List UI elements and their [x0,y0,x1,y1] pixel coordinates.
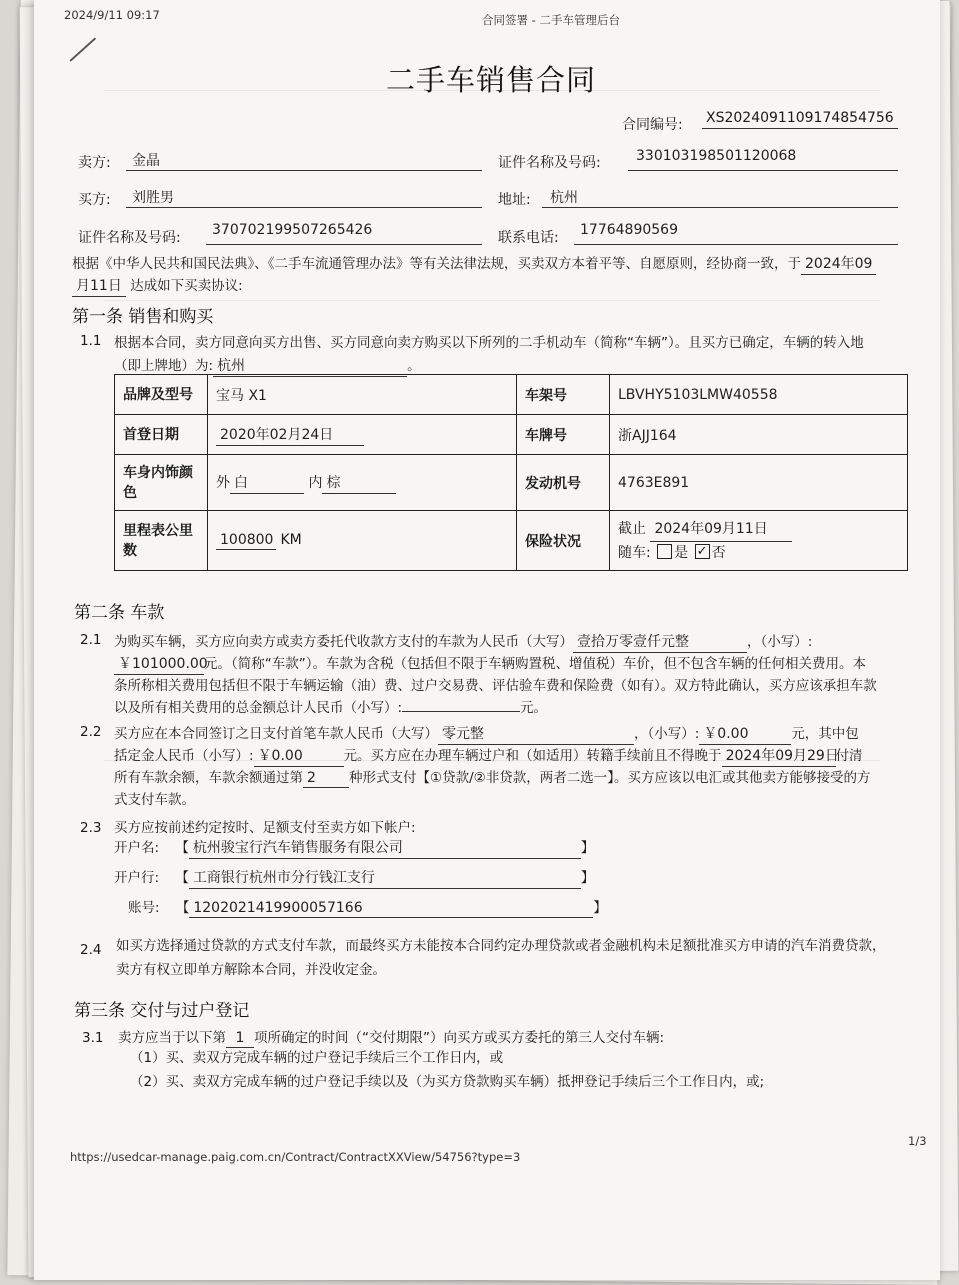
vin-value: LBVHY5103LMW40558 [610,375,908,415]
seller-name: 金晶 [132,153,160,169]
price-in-words: 壹拾万零壹仟元整 [573,631,747,653]
clause-3-1-option-2: （2）买、卖双方完成车辆的过户登记手续以及（为买方贷款购买车辆）抵押登记手续后三个工作日内，或; [130,1074,765,1090]
delivery-item-number: 1 [226,1030,254,1048]
print-timestamp: 2024/9/11 09:17 [64,8,160,22]
clause-2-1-line-3: 条所称相关费用包括但不限于车辆运输（油）费、过户交易费、评估验车费和保险费（如有）。双方特此确认，买方应该承担车款 [114,678,877,694]
seller-id: 330103198501120068 [636,148,797,164]
buyer-label: 买方: [78,192,111,208]
first-reg-value: 2020年02月24日 [208,415,517,455]
clause-2-1-line-2: ￥101000.00元。（简称“车款”）。车款为含税（包括但不限于车辆购置税、增值税）车价，但不包含车辆的任何相关费用。本 [114,652,866,675]
buyer-id: 370702199507265426 [212,222,373,238]
account-number-row: 账号: 【 1202021419900057166 】 [128,900,607,916]
clause-2-2-line-4: 式支付车款。 [114,792,195,808]
vin-label: 车架号 [517,375,610,415]
insurance-no-checkbox [695,544,710,559]
contract-title: 二手车销售合同 [386,63,597,97]
buyer-address: 杭州 [550,190,578,206]
clause-2-4-line-1: 如买方选择通过贷款的方式支付车款，而最终买方未能按本合同约定办理贷款或者金融机构未足额批准买方申请的汽车消费贷款， [116,938,886,954]
color-label: 车身内饰颜色 [115,455,208,511]
insurance-value: 截止 2024年09月11日 随车: 是 ✓ 否 [610,511,908,571]
clause-2-1-line-4: 以及所有相关费用的总金额总计人民币（小写）: 元。 [114,696,547,716]
engine-value: 4763E891 [610,455,908,511]
registration-location: 杭州 [213,355,407,377]
deposit-amount: ￥0.00 [254,745,344,767]
clause-3-1-text: 卖方应当于以下第 1 项所确定的时间（“交付期限”）向买方或买方委托的第三人交付车辆: [118,1030,665,1046]
clause-2-2-line-2: 括定金人民币（小写）: ￥0.00 元。买方应在办理车辆过户和（如适用）转籍手续前且不得晚于 2024年09月29日付清 [114,744,863,767]
article-3-heading: 第三条 交付与过户登记 [74,1001,250,1021]
bleed-through-line [104,300,880,311]
mileage-value: 100800 KM [208,511,517,571]
insurance-label: 保险状况 [517,511,610,571]
phone-label: 联系电话: [498,230,559,246]
plate-label: 车牌号 [517,415,610,455]
payment-method: 2 [303,770,349,788]
contract-number-label: 合同编号: [622,117,683,133]
account-name-row: 开户名: 【 杭州骏宝行汽车销售服务有限公司 】 [114,836,594,859]
first-payment-amount: ￥0.00 [699,723,791,745]
insurance-yes-checkbox [657,544,672,559]
account-name: 杭州骏宝行汽车销售服务有限公司 [189,837,581,859]
plate-value: 浙AJJ164 [610,415,908,455]
mileage-label: 里程表公里数 [115,511,208,571]
seller-label: 卖方: [78,155,111,171]
seller-id-label: 证件名称及号码: [498,155,601,171]
pen-mark [69,37,95,61]
engine-label: 发动机号 [517,455,610,511]
clause-2-4-line-2: 卖方有权立即单方解除本合同，并没收定金。 [116,962,386,978]
first-reg-label: 首登日期 [115,415,208,455]
price-amount: ￥101000.00 [114,653,204,675]
page-url: https://usedcar-manage.paig.com.cn/Contract/ContractXXView/54756?type=3 [70,1150,521,1164]
clause-2-2-line-1: 买方应在本合同签订之日支付首笔车款人民币（大写） 零元整 ，（小写）: ￥0.00 元，其中包 [114,722,859,745]
color-value: 外 白 内 棕 [208,455,517,511]
payment-deadline: 2024年09月29日 [722,745,836,767]
article-1-text: 根据本合同，卖方同意向买方出售、买方同意向卖方购买以下所列的二手机动车（简称“车辆”）。且买方已确定，车辆的转入地 [114,335,864,351]
clause-3-1-option-1: （1）买、卖双方完成车辆的过户登记手续后三个工作日内，或 [130,1050,504,1066]
clause-2-1-line-1: 为购买车辆，买方应向卖方或卖方委托代收款方支付的车款为人民币（大写） 壹拾万零壹仟元整 ，（小写）: [114,630,812,653]
buyer-phone: 17764890569 [580,222,678,238]
clause-2-2-line-3: 所有车款余额，车款余额通过第 2 种形式支付【①贷款/②非贷款，两者二选一】。买方应该以电汇或其他卖方能够接受的方 [114,770,871,786]
account-number: 1202021419900057166 [189,900,593,918]
page-number: 1/3 [908,1134,927,1148]
contract-page: 2024/9/11 09:17 合同签署 - 二手车管理后台 二手车销售合同 合同编号: XS2024091109174854756 卖方: 金晶 证件名称及号码: 330103198501120068 买方: 刘胜男 地址: 杭州 证件名称及号码: 370702199507265426 联系电话: 17764890569 根据《中华人民共和国民法典》、《二手车流通管理办法》等有关法律法规，买卖双方本着平等、自愿原则，经协商一致，于 2024年09 月11日 达成如下买卖协议: 第一条 销售和购买 1.1 根据本合同，卖方同意向买方出售、买方同意向卖方购买以下所列的二手机动车（简称“车辆”）。且买方已确定，车辆的转入地 （即上牌地）为: 杭州 。 品牌及型号 宝马 X1 车架号 LBVHY5103LMW40558 首登日期 2020年02月24日 车牌号 浙AJJ164 车身内饰颜色 外 白 内 棕 发动机号 4763E891 里程表公里数 100800 KM 保险状况 截止 2024年09月11日 随车: 是 ✓ 否 第二条 车款 2.1 为购买车辆，买方应向卖方或卖方委托代收款方支付的车款为人民币（大写） 壹拾万零壹仟元整 ，（小写）: ￥101000.00元。（简称“车款”）。车款为含税（包括但不限于车辆购置税、增值税）车价，但不包含车辆的任何相关费用。本 条所称相关费用包括但不限于车辆运输（油）费、过户交易费、评估验车费和保险费（如有）。双方特此确认，买方应该承担车款 以及所有相关费用的总金额总计人民币（小写）: 元。 2.2 买方应在本合同签订之日支付首笔车款人民币（大写） 零元整 ，（小写）: ￥0.00 元，其中包 括定金人民币（小写）: ￥0.00 元。买方应在办理车辆过户和（如适用）转籍手续前且不得晚于 2024年09月29日付清 所有车款余额，车款余额通过第 2 种形式支付【①贷款/②非贷款，两者二选一】。买方应该以电汇或其他卖方能够接受的方 式支付车款。 2.3 买方应按前述约定按时、足额支付至卖方如下帐户: 开户名: 【 杭州骏宝行汽车销售服务有限公司 】 开户行: 【 工商银行杭州市分行钱江支行 】 账号: 【 1202021419900057166 】 2.4 如买方选择通过贷款的方式支付车款，而最终买方未能按本合同约定办理贷款或者金融机构未足额批准买方申请的汽车消费贷款， 卖方有权立即单方解除本合同，并没收定金。 第三条 交付与过户登记 3.1 卖方应当于以下第 1 项所确定的时间（“交付期限”）向买方或买方委托的第三人交付车辆: （1）买、卖双方完成车辆的过户登记手续后三个工作日内，或 （2）买、卖双方完成车辆的过户登记手续以及（为买方贷款购买车辆）抵押登记手续后三个工作日内，或; https://usedcar-manage.paig.com.cn/Contract/ContractXXView/54756?type=3 1/3 [34,0,940,1280]
buyer-id-label: 证件名称及号码: [78,230,181,246]
first-payment-in-words: 零元整 [438,723,634,745]
article-2-heading: 第二条 车款 [74,603,165,623]
bank-name: 工商银行杭州市分行钱江支行 [189,867,581,889]
insurance-until: 2024年09月11日 [650,518,792,542]
article-1-heading: 第一条 销售和购买 [72,307,214,327]
agreement-date: 2024年09 [801,253,876,275]
vehicle-info-table [114,374,908,571]
brand-value: 宝马 X1 [208,375,517,415]
intro-text-2: 月11日 达成如下买卖协议: [72,274,243,297]
contract-number: XS2024091109174854756 [702,110,898,129]
brand-label: 品牌及型号 [115,375,208,415]
intro-text: 根据《中华人民共和国民法典》、《二手车流通管理办法》等有关法律法规，买卖双方本着平等、自愿原则，经协商一致，于 2024年09 [72,252,876,275]
buyer-name: 刘胜男 [132,190,174,206]
article-1-text-2: （即上牌地）为: 杭州 。 [114,354,421,377]
bank-row: 开户行: 【 工商银行杭州市分行钱江支行 】 [114,866,594,889]
window-title: 合同签署 - 二手车管理后台 [482,13,620,27]
address-label: 地址: [498,192,531,208]
clause-2-3-text: 买方应按前述约定按时、足额支付至卖方如下帐户: [114,820,416,836]
